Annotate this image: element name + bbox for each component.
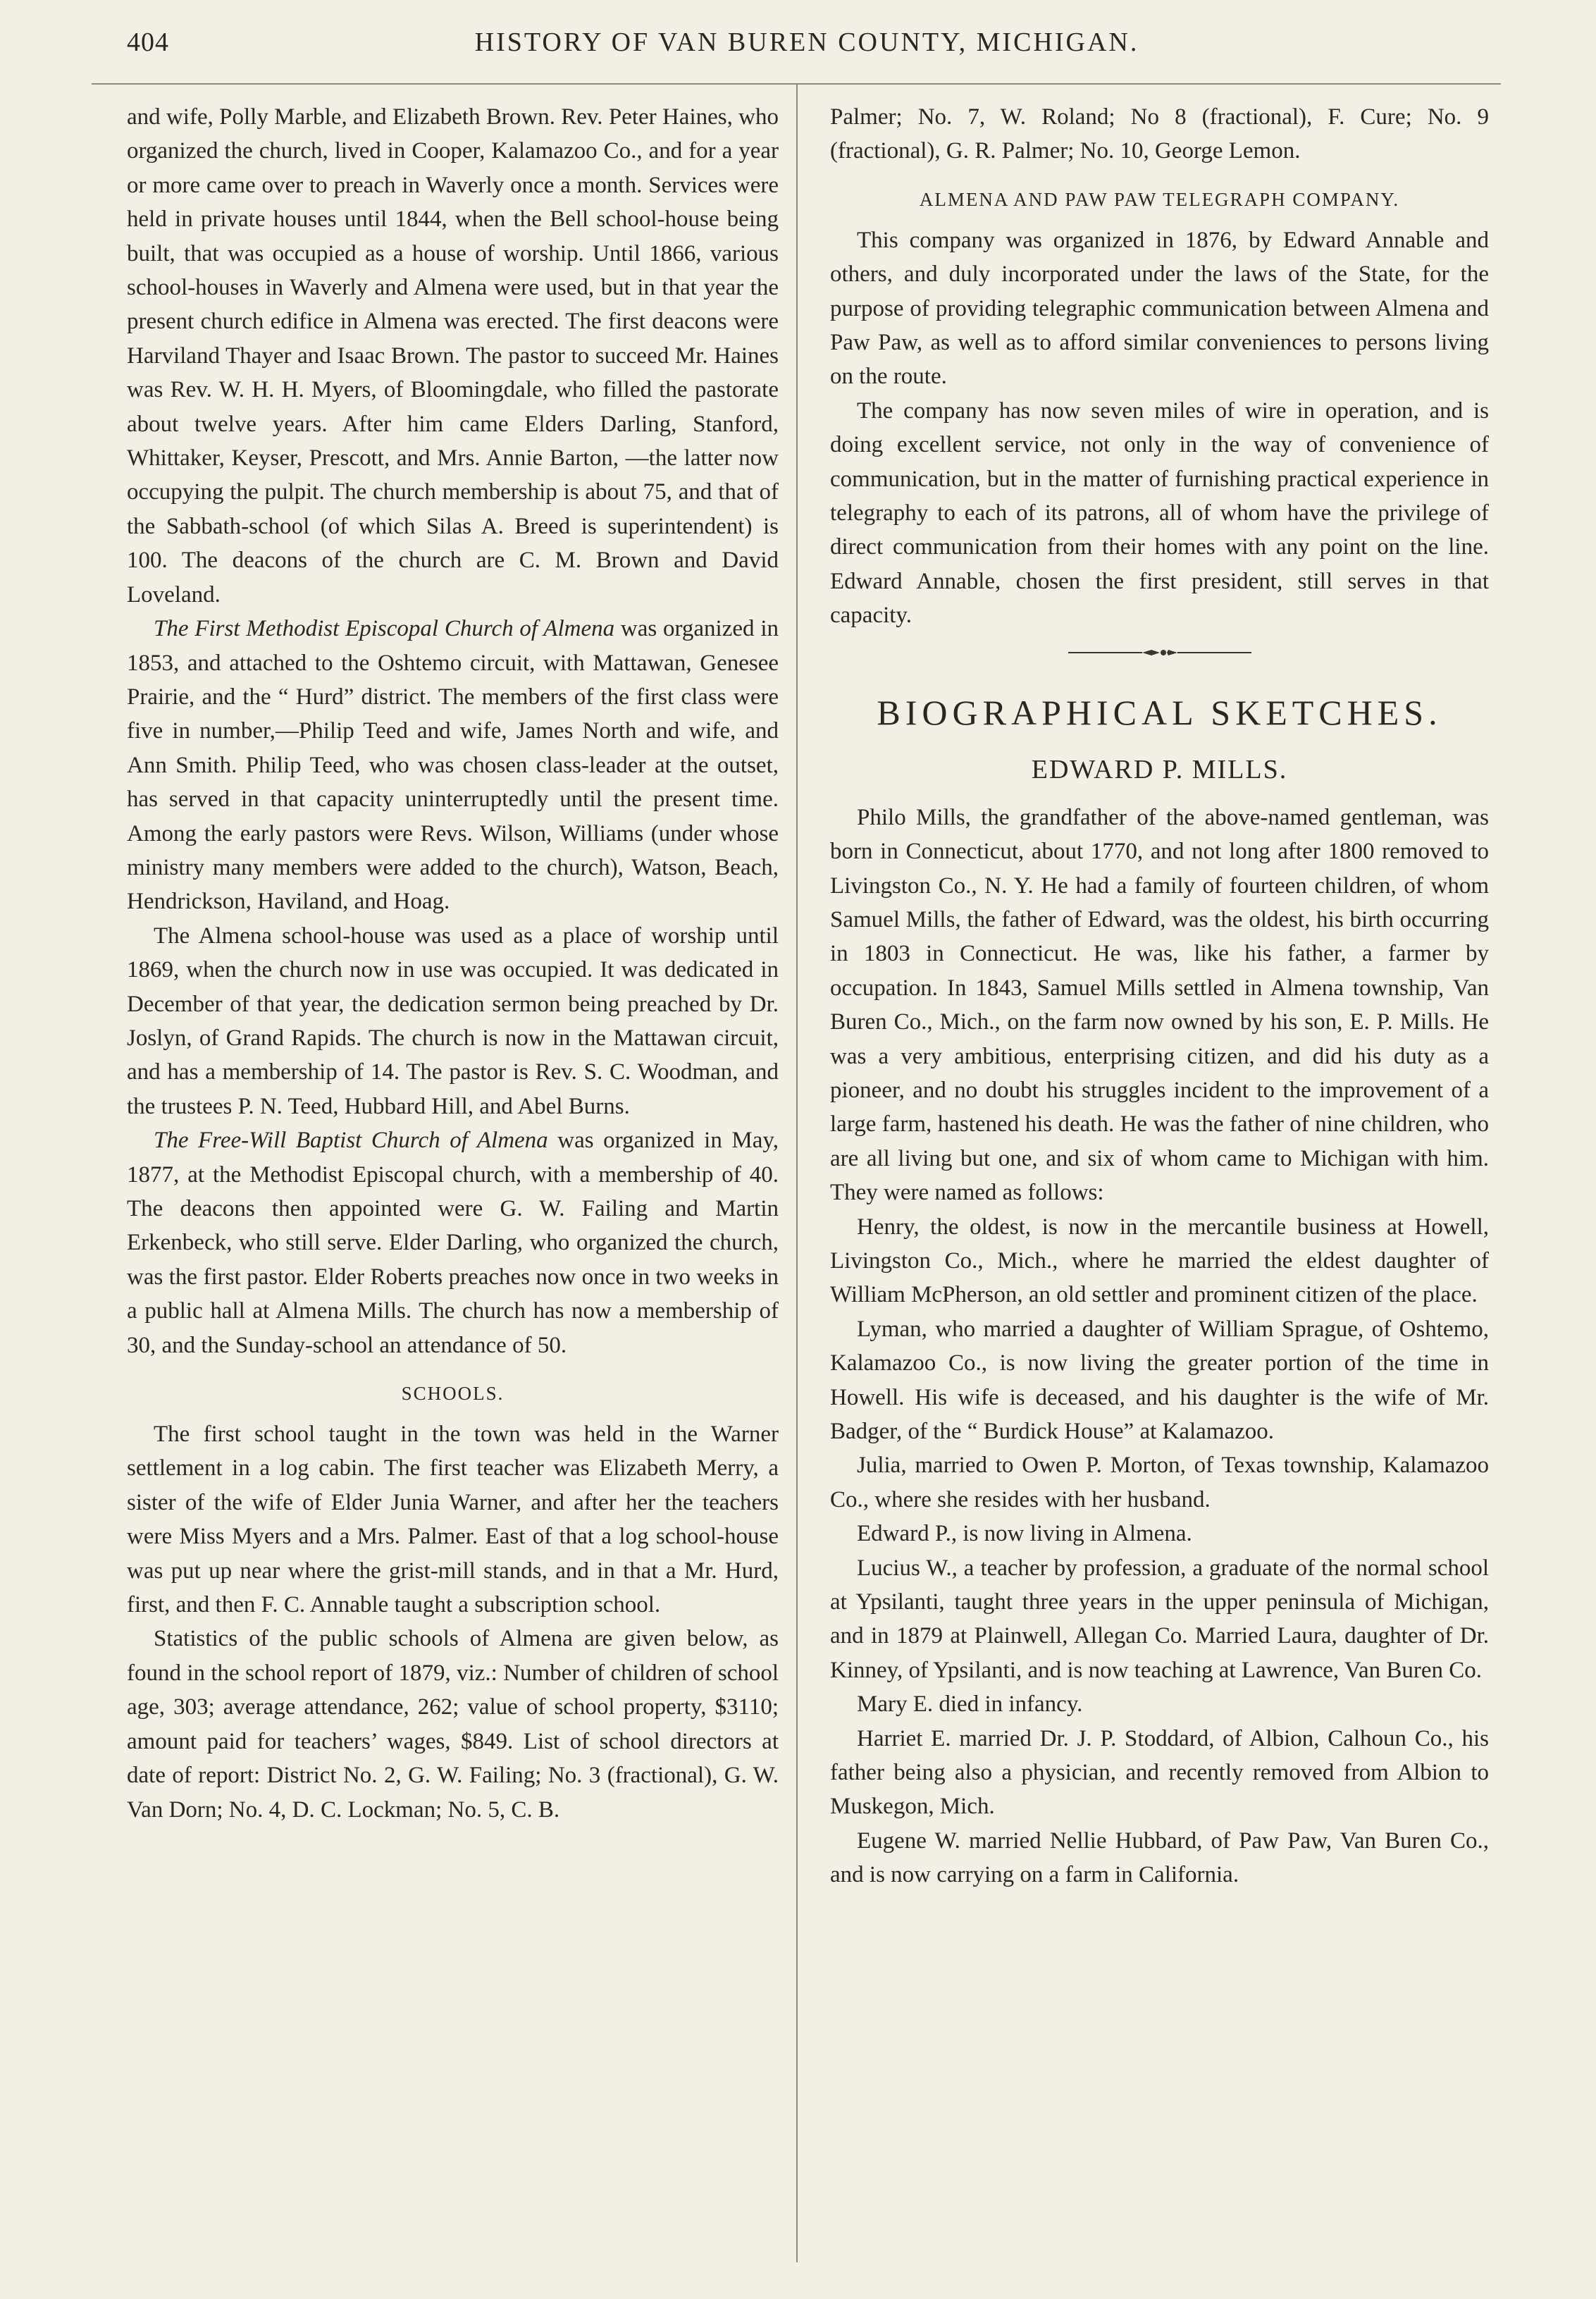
church-name: The Free-Will Baptist Church of Almena [154, 1128, 548, 1154]
paragraph: Edward P., is now living in Almena. [857, 1521, 1192, 1547]
paragraph [127, 1123, 779, 1362]
paragraph: The first school taught in the town was held in the Warner settlement in a log cabin. The first teacher was Elizabeth Merry, a sister of the wife of Elder Junia Warner, and after her the teachers were Miss Myers and a Mrs. Palmer. East of that a log school-house was put up near where the grist-mill stands, and in that a Mr. Hurd, first, and then F. C. Annable taught a subscription school. [127, 1422, 779, 1618]
paragraph: Eugene W. married Nellie Hubbard, of Paw Paw, Van Buren Co., and is now carrying on a farm in California. [830, 1828, 1489, 1888]
biography-name-heading: EDWARD P. MILLS. [1031, 754, 1288, 784]
paragraph: Lyman, who married a daughter of William Sprague, of Oshtemo, Kalamazoo Co., is now living the greater portion of the time in Howell. His wife is deceased, and his daughter is the wife of Mr. Badger, of the “ Burdick House” at Kalamazoo. [830, 1316, 1489, 1444]
paragraph: Mary E. died in infancy. [857, 1691, 1083, 1718]
paragraph: Lucius W., a teacher by profession, a graduate of the normal school at Ypsilanti, taught three years in the upper peninsula of Michigan, and in 1879 at Plainwell, Allegan Co. Married Laura, daughter of Dr. Kinney, of Ypsilanti, and is now teaching at Lawrence, Van Buren Co. [830, 1555, 1489, 1683]
column-divider [796, 85, 798, 2262]
page-header [127, 27, 1487, 69]
right-column [830, 100, 1489, 1892]
paragraph: Harriet E. married Dr. J. P. Stoddard, of Albion, Calhoun Co., his father being also a physician, and recently removed from Albion to Muskegon, Mich. [830, 1725, 1489, 1820]
section-heading-biographical: BIOGRAPHICAL SKETCHES. [877, 692, 1442, 732]
paragraph: Julia, married to Owen P. Morton, of Texas township, Kalamazoo Co., where she resides with her husband. [830, 1453, 1489, 1512]
paragraph: The company has now seven miles of wire in operation, and is doing excellent service, not only in the way of convenience of communication, but in the matter of furnishing practical experience in telegraphy to each of its patrons, all of whom have the privilege of direct communication from their homes with any point on the line. Edward Annable, chosen the first president, still serves in that capacity. [830, 397, 1489, 629]
page-number: 404 [127, 27, 169, 57]
section-heading-schools: SCHOOLS. [401, 1383, 505, 1405]
paragraph: Palmer; No. 7, W. Roland; No 8 (fractional), F. Cure; No. 9 (fractional), G. R. Palmer; No. 10, George Lemon. [830, 104, 1489, 164]
running-title: HISTORY OF VAN BUREN COUNTY, MICHIGAN. [474, 27, 1139, 57]
paragraph: Henry, the oldest, is now in the mercantile business at Howell, Livingston Co., Mich., where he married the eldest daughter of William McPherson, an old settler and prominent citizen of the place. [830, 1214, 1489, 1308]
ornament-divider-icon [1068, 646, 1251, 660]
paragraph [127, 612, 779, 919]
paragraph: This company was organized in 1876, by Edward Annable and others, and duly incorporated under the laws of the State, for the purpose of providing telegraphic communication between Almena and Paw Paw, as well as to afford similar conveniences to persons living on the route. [830, 227, 1489, 390]
paragraph-text: was organized in 1853, and attached to the Oshtemo circuit, with Mattawan, Genesee Prairie, and the “ Hurd” district. The members of the first class were five in number,—Philip Teed and wife, James North and wife, and Ann Smith. Philip Teed, who was chosen class-leader at the outset, has served in that capacity uninterruptedly until the present time. Among the early pastors were Revs. Wilson, Williams (under whose ministry many members were added to the church), Watson, Beach, Hendrickson, Haviland, and Hoag. [127, 616, 779, 915]
paragraph: and wife, Polly Marble, and Elizabeth Brown. Rev. Peter Haines, who organized the church, lived in Cooper, Kalamazoo Co., and for a year or more came over to preach in Waverly once a month. Services were held in private houses until 1844, when the Bell school-house being built, that was occupied as a house of worship. Until 1866, various school-houses in Waverly and Almena were used, but in that year the present church edifice in Almena was erected. The first deacons were Harviland Thayer and Isaac Brown. The pastor to succeed Mr. Haines was Rev. W. H. H. Myers, of Bloomingdale, who filled the pastorate about twelve years. After him came Elders Darling, Stanford, Whittaker, Keyser, Prescott, and Mrs. Annie Barton, —the latter now occupying the pulpit. The church membership is about 75, and that of the Sabbath-school (of which Silas A. Breed is superintendent) is 100. The deacons of the church are C. M. Brown and David Loveland. [127, 104, 779, 608]
paragraph: Statistics of the public schools of Almena are given below, as found in the school report of 1879, viz.: Number of children of school age, 303; average attendance, 262; value of school property, $3110; amount paid for teachers’ wages, $849. List of school directors at date of report: District No. 2, G. W. Failing; No. 3 (fractional), G. W. Van Dorn; No. 4, D. C. Lockman; No. 5, C. B. [127, 1626, 779, 1823]
left-column [127, 100, 779, 1827]
paragraph-text: was organized in May, 1877, at the Methodist Episcopal church, with a membership of 40. The deacons then appointed were G. W. Failing and Martin Erkenbeck, who still serve. Elder Darling, who organized the church, was the first pastor. Elder Roberts preaches now once in two weeks in a public hall at Almena Mills. The church has now a membership of 30, and the Sunday-school an attendance of 50. [127, 1128, 779, 1358]
paragraph: Philo Mills, the grandfather of the above-named gentleman, was born in Connecticut, about 1770, and not long after 1800 removed to Livingston Co., N. Y. He had a family of fourteen children, of whom Samuel Mills, the father of Edward, was the oldest, his birth occurring in 1803 in Connecticut. He was, like his father, a farmer by occupation. In 1843, Samuel Mills settled in Almena township, Van Buren Co., Mich., on the farm now owned by his son, E. P. Mills. He was a very ambitious, enterprising citizen, and did his duty as a pioneer, and no doubt his struggles incident to the improvement of a large farm, hastened his death. He was the father of nine children, who are all living but one, and six of whom came to Michigan with him. They were named as follows: [830, 804, 1489, 1206]
section-heading-telegraph: ALMENA AND PAW PAW TELEGRAPH COMPANY. [919, 188, 1400, 210]
church-name: The First Methodist Episcopal Church of Almena [154, 616, 615, 642]
paragraph: The Almena school-house was used as a place of worship until 1869, when the church now in use was occupied. It was dedicated in December of that year, the dedication sermon being preached by Dr. Joslyn, of Grand Rapids. The church is now in the Mattawan circuit, and has a membership of 14. The pastor is Rev. S. C. Woodman, and the trustees P. N. Teed, Hubbard Hill, and Abel Burns. [127, 923, 779, 1119]
